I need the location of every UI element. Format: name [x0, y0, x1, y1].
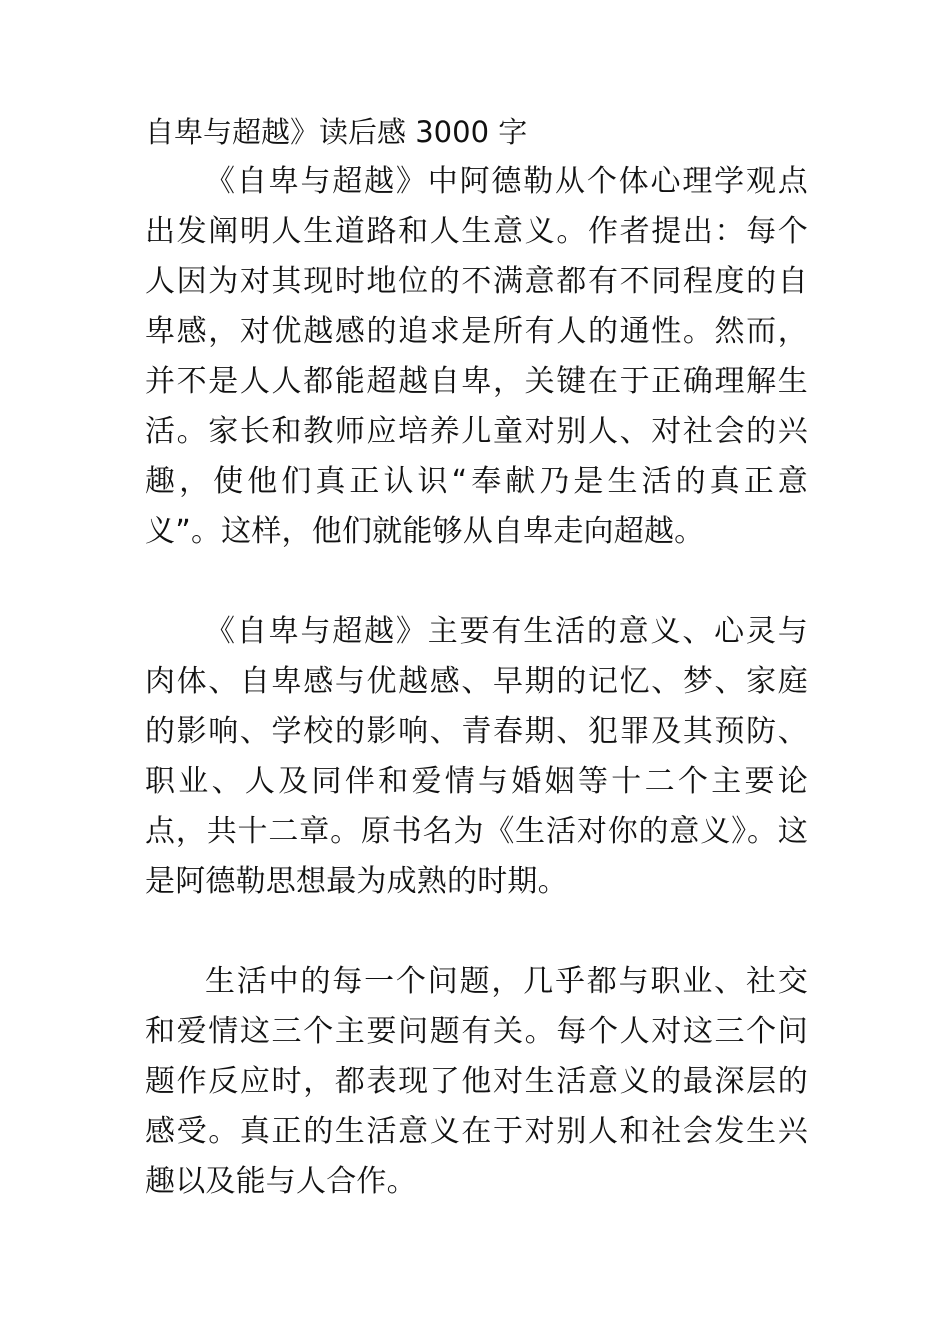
paragraph-2: 《自卑与超越》主要有生活的意义、心灵与肉体、自卑感与优越感、早期的记忆、梦、家庭的影响、学校的影响、青春期、犯罪及其预防、职业、人及同伴和爱情与婚姻等十二个主要论点，共十二章。原书名为《生活对你的意义》。这是阿德勒思想最为成熟的时期。: [145, 614, 808, 899]
document-title: 自卑与超越》读后感 3000 字: [145, 115, 528, 149]
paragraph-1: 《自卑与超越》中阿德勒从个体心理学观点出发阐明人生道路和人生意义。作者提出：每个人因为对其现时地位的不满意都有不同程度的自卑感，对优越感的追求是所有人的通性。然而，并不是人人都能超越自卑，关键在于正确理解生活。家长和教师应培养儿童对别人、对社会的兴趣，使他们真正认识“奉献乃是生活的真正意义”。这样，他们就能够从自卑走向超越。: [145, 164, 808, 549]
document-body: [145, 107, 808, 1207]
paragraph-3: 生活中的每一个问题，几乎都与职业、社交和爱情这三个主要问题有关。每个人对这三个问题作反应时，都表现了他对生活意义的最深层的感受。真正的生活意义在于对别人和社会发生兴趣以及能与人合作。: [145, 964, 808, 1199]
paragraph-spacer: [145, 557, 808, 607]
paragraph-spacer: [145, 907, 808, 957]
